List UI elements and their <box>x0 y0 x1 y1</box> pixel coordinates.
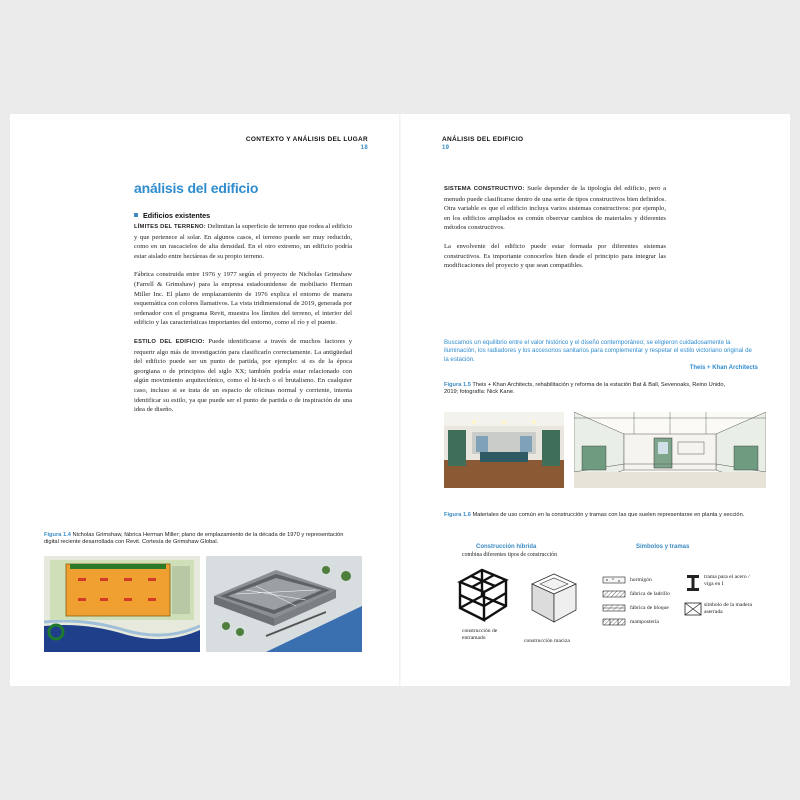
paragraph: La envolvente del edificio puede estar formada por diferentes sistemas constructivos. Es importante conocerlos bien desde el principio para integrar las modificaciones del proyecto y que sean compatibles. <box>444 242 666 270</box>
paragraph <box>444 184 666 233</box>
diagram-right-title: Símbolos y tramas <box>636 544 690 550</box>
solid-construction-label: construcción maciza <box>524 638 570 644</box>
caption-text: Nicholas Grimshaw, fábrica Herman Miller; plano de emplazamiento de la década de 1970 y representación digital reciente desarrollada con Revit. Cortesía de Grimshaw Global. <box>44 532 344 546</box>
header-text: ANÁLISIS DEL EDIFICIO <box>442 136 524 143</box>
left-page <box>10 114 400 686</box>
hatch-label: fábrica de bloque <box>630 605 669 611</box>
figure-caption-1-6 <box>444 512 764 519</box>
paragraph-text: Puede identificarse a través de muchos factores y requerir algo más de investigación para clasificarlo correctamente. La antigüedad del edificio puede ser un punto de partida, por ejemplo: si es de la época georgiana o de principios del siglo XX; también podría estar relacionado con algún movimiento arquitectónico, como el hi-tech o el brutalismo. En cualquier caso, incluso si se trata de un espacio de oficinas normal y corriente, intenta identificar su estilo, ya que puede ser el punto de partida o de inspiración de una idea de diseño. <box>134 337 352 414</box>
frame-construction-icon <box>456 566 510 622</box>
paragraph: Fábrica construida entre 1976 y 1977 según el proyecto de Nicholas Grimshaw (Farrell & Grimshaw) para la empresa estadounidense de mobiliario Herman Miller Inc. El plano de emplazamiento de 1976 explica el entorno de manera esquemática con colores llamativos. La vista tridimensional de 2019, generada por ordenador con el programa Revit, muestra los límites del terreno, el interior del edificio y las características importantes del entorno, como el río y el puente. <box>134 271 352 327</box>
figure-caption-1-5 <box>444 382 734 397</box>
page-title: análisis del edificio <box>134 180 259 196</box>
figure-label: Figura 1.4 <box>44 532 71 538</box>
i-beam-icon <box>686 574 700 592</box>
run-in-head: LÍMITES DEL TERRENO: <box>134 224 206 230</box>
bullet-square-icon <box>134 213 138 217</box>
book-spread <box>10 114 790 686</box>
revit-render-image <box>206 556 362 652</box>
steel-beam-label: trama para el acero / viga en I <box>704 574 750 587</box>
paragraph <box>134 337 352 415</box>
hatch-label: fábrica de ladrillo <box>630 591 670 597</box>
page-number: 18 <box>360 145 368 151</box>
run-in-head: ESTILO DEL EDIFICIO: <box>134 338 205 345</box>
interior-sketch <box>574 412 766 488</box>
page-number: 19 <box>442 145 450 151</box>
left-body-text <box>134 222 352 424</box>
right-body-text <box>444 184 666 280</box>
subheading-text: Edificios existentes <box>143 211 211 220</box>
run-in-head: SISTEMA CONSTRUCTIVO: <box>444 186 525 192</box>
paragraph-text: Suele depender de la tipología del edificio, pero a menudo puede clasificarse dentro de una serie de tipos constructivos bien definidos. Otra variable es que el edificio incluya varios sistemas constructivos: por ejemplo, en los edificios ampliados es común observar cambios de materiales y diferentes métodos constructivos. <box>444 185 667 232</box>
timber-label: símbolo de la madera aserrada <box>704 602 752 615</box>
paragraph <box>134 222 352 261</box>
frame-construction-label: construcción de entramado <box>462 628 498 641</box>
diagram-left-title: Construcción híbrida <box>476 544 537 550</box>
diagram-left-subtitle: combina diferentes tipos de construcción <box>462 552 557 558</box>
header-text: CONTEXTO Y ANÁLISIS DEL LUGAR <box>245 136 368 143</box>
timber-symbol-icon <box>684 602 702 616</box>
figure-caption-1-4 <box>44 532 344 547</box>
subheading <box>134 211 210 220</box>
caption-text: Theis + Khan Architects, rehabilitación y reforma de la estación Bat & Ball, Sevenoaks, Reino Unido, 2019; fotografía: Nick Kane. <box>444 382 726 396</box>
figure-label: Figura 1.6 <box>444 512 471 518</box>
right-page <box>400 114 790 686</box>
running-header-right <box>442 136 523 151</box>
pull-quote: Buscamos un equilibrio entre el valor histórico y el diseño contemporáneo; se eligieron cuidadosamente la iluminación, los radiadores y los accesorios sanitarios para complementar y respetar el estilo victoriano original de la estación. <box>444 339 752 363</box>
hatch-label: hormigón <box>630 577 652 583</box>
solid-construction-icon <box>528 570 580 626</box>
hatch-label: mampostería <box>630 619 659 625</box>
figure-label: Figura 1.5 <box>444 382 471 388</box>
paragraph-text: Delimitan la superficie de terreno que rodea al edificio y que pertenece al solar. En algunos casos, el terreno puede ser muy reducido, como en un rascacielos de alta densidad. En el otro extremo, un edificio podría estar aislado entre hectáreas de su propio terreno. <box>134 223 352 260</box>
caption-text: Materiales de uso común en la construcción y tramas con las que suelen representarse en planta y sección. <box>470 512 745 518</box>
site-plan-image <box>44 556 200 652</box>
running-header-left <box>246 136 368 151</box>
quote-credit: Theis + Khan Architects <box>689 365 758 371</box>
station-photo <box>444 412 564 488</box>
hatch-swatches <box>602 576 626 628</box>
